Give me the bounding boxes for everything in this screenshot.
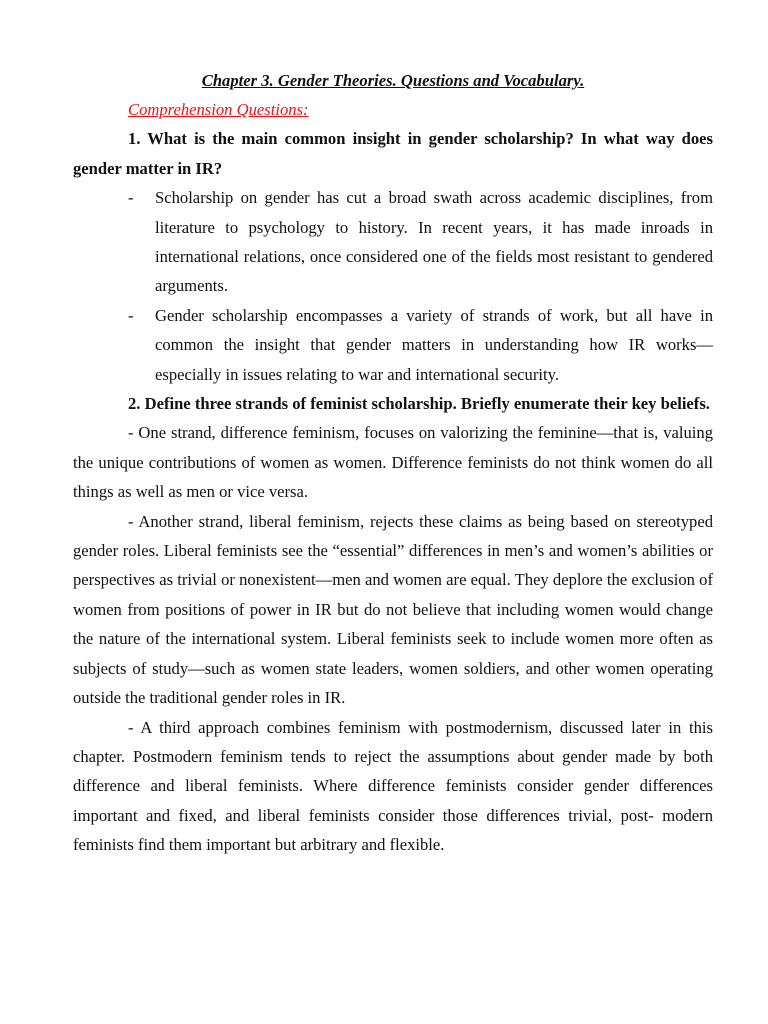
document-page [73,66,713,860]
bullet-text: Scholarship on gender has cut a broad swath across academic disciplines, from literature to psychology to history. In recent years, it has made inroads in international relations, once considered one of the fields most resistant to gendered arguments. [155,188,713,296]
bullet-marker: - [128,188,134,208]
answer-bullet [73,183,713,301]
answer-bullet [73,301,713,389]
answer-paragraph: - One strand, difference feminism, focuses on valorizing the feminine—that is, valuing the unique contributions of women as women. Difference feminists do not think women do all things as well as men or vice versa. [73,423,713,502]
bullet-text: Gender scholarship encompasses a variety of strands of work, but all have in common the insight that gender matters in understanding how IR works—especially in issues relating to war and international security. [155,305,713,384]
answer-paragraph: - Another strand, liberal feminism, rejects these claims as being based on stereotyped gender roles. Liberal feminists see the “essential” differences in men’s and women’s abilities or perspectives as trivial or nonexistent—men and women are equal. They deplore the exclusion of women from positions of power in IR but do not believe that including women would change the nature of the international system. Liberal feminists seek to include women more often as subjects of study—such as women state leaders, women soldiers, and other women operating outside the traditional gender roles in IR. [73,511,713,708]
answer-paragraph: - A third approach combines feminism with postmodernism, discussed later in this chapter. Postmodern feminism tends to reject the assumptions about gender made by both difference and liberal feminists. Where difference feminists consider gender differences important and fixed, and liberal feminists consider those differences trivial, post- modern feminists find them important but arbitrary and flexible. [73,717,713,855]
question-1: 1. What is the main common insight in gender scholarship? In what way does gender matter in IR? [73,129,713,178]
question-2: 2. Define three strands of feminist scholarship. Briefly enumerate their key beliefs. [128,394,710,414]
document-title: Chapter 3. Gender Theories. Questions and Vocabulary. [201,71,585,90]
bullet-marker: - [128,305,134,325]
section-heading: Comprehension Questions: [128,100,309,119]
